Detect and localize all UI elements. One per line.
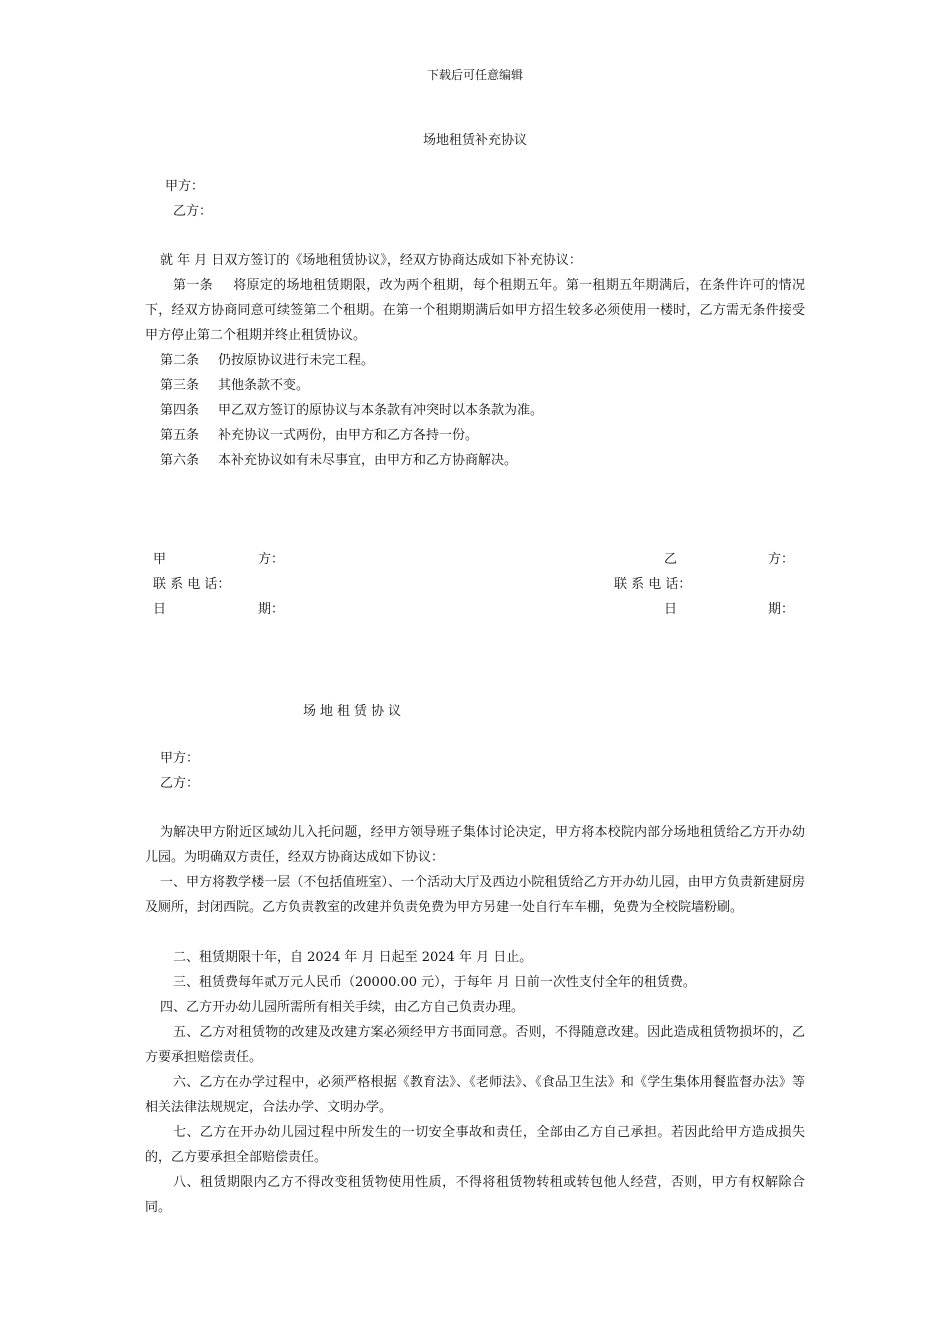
article-text: 本补充协议如有未尽事宜，由甲方和乙方协商解决。 (218, 453, 518, 468)
lease-clause-6: 六、乙方在办学过程中，必须严格根据《教育法》、《老师法》、《食品卫生法》和《学生集体用餐监督办法》等相关法律法规规定，合法办学、文明办学。 (145, 1075, 805, 1115)
sig-date-b-char1: 日 (664, 602, 678, 617)
sig-phone-b: 联 系 电 话： (614, 577, 692, 592)
supplement-article-1 (145, 273, 805, 348)
supplement-article-2 (160, 348, 374, 373)
article-number: 第六条 (160, 453, 200, 468)
supplement-party-a: 甲方： (165, 179, 205, 194)
sig-party-a-char1: 甲 (153, 552, 167, 567)
article-number: 第三条 (160, 378, 200, 393)
lease-party-a: 甲方： (160, 751, 200, 766)
article-number: 第四条 (160, 403, 200, 418)
supplement-article-3 (160, 373, 309, 398)
article-text: 补充协议一式两份，由甲方和乙方各持一份。 (218, 428, 479, 443)
page-header: 下载后可任意编辑 (426, 68, 523, 82)
sig-party-b-char2: 方： (768, 552, 795, 567)
article-text: 仍按原协议进行未完工程。 (218, 353, 375, 368)
supplement-party-b: 乙方： (173, 204, 213, 219)
article-number: 第一条 (173, 278, 213, 293)
lease-clause-5: 五、乙方对租赁物的改建及改建方案必须经甲方书面同意。否则，不得随意改建。因此造成租赁物损坏的，乙方要承担赔偿责任。 (145, 1025, 805, 1065)
lease-intro: 为解决甲方附近区域幼儿入托问题，经甲方领导班子集体讨论决定，甲方将本校院内部分场地租赁给乙方开办幼儿园。为明确双方责任，经双方协商达成如下协议： (145, 825, 805, 865)
lease-clause-3: 三、租赁费每年贰万元人民币（20000.00 元），于每年 月 日前一次性支付全年的租赁费。 (173, 975, 696, 990)
article-text: 甲乙双方签订的原协议与本条款有冲突时以本条款为准。 (218, 403, 544, 418)
lease-party-b: 乙方： (160, 776, 200, 791)
article-number: 第二条 (160, 353, 200, 368)
sig-phone-a: 联 系 电 话： (153, 577, 231, 592)
sig-party-b-char1: 乙 (664, 552, 678, 567)
article-text: 将原定的场地租赁期限，改为两个租期，每个租期五年。第一租期五年期满后，在条件许可的情况下，经双方协商同意可续签第二个租期。在第一个租期期满后如甲方招生较多必须使用一楼时，乙方需无条件接受甲方停止第二个租期并终止租赁协议。 (145, 278, 805, 343)
supplement-title: 场地租赁补充协议 (422, 133, 527, 148)
supplement-article-6 (160, 448, 517, 473)
supplement-article-4 (160, 398, 543, 423)
sig-party-a-char2: 方： (258, 552, 285, 567)
lease-clause-8: 八、租赁期限内乙方不得改变租赁物使用性质，不得将租赁物转租或转包他人经营，否则，甲方有权解除合同。 (145, 1175, 805, 1215)
article-number: 第五条 (160, 428, 200, 443)
lease-clause-2: 二、租赁期限十年，自 2024 年 月 日起至 2024 年 月 日止。 (173, 950, 533, 965)
lease-clause-7: 七、乙方在开办幼儿园过程中所发生的一切安全事故和责任，全部由乙方自己承担。若因此给甲方造成损失的，乙方要承担全部赔偿责任。 (145, 1125, 805, 1165)
article-text: 其他条款不变。 (218, 378, 310, 393)
sig-date-b-char2: 期： (768, 602, 795, 617)
sig-date-a-char2: 期： (258, 602, 285, 617)
sig-date-a-char1: 日 (153, 602, 167, 617)
supplement-intro: 就 年 月 日双方签订的《场地租赁协议》，经双方协商达成如下补充协议： (160, 253, 582, 268)
lease-clause-4: 四、乙方开办幼儿园所需所有相关手续，由乙方自己负责办理。 (160, 1000, 525, 1015)
lease-clause-1: 一、甲方将教学楼一层（不包括值班室）、一个活动大厅及西边小院租赁给乙方开办幼儿园，由甲方负责新建厨房及厕所，封闭西院。乙方负责教室的改建并负责免费为甲方另建一处自行车车棚，免费为全校院墙粉刷。 (145, 875, 805, 915)
lease-title: 场地租赁协议 (303, 704, 406, 719)
supplement-article-5 (160, 423, 478, 448)
